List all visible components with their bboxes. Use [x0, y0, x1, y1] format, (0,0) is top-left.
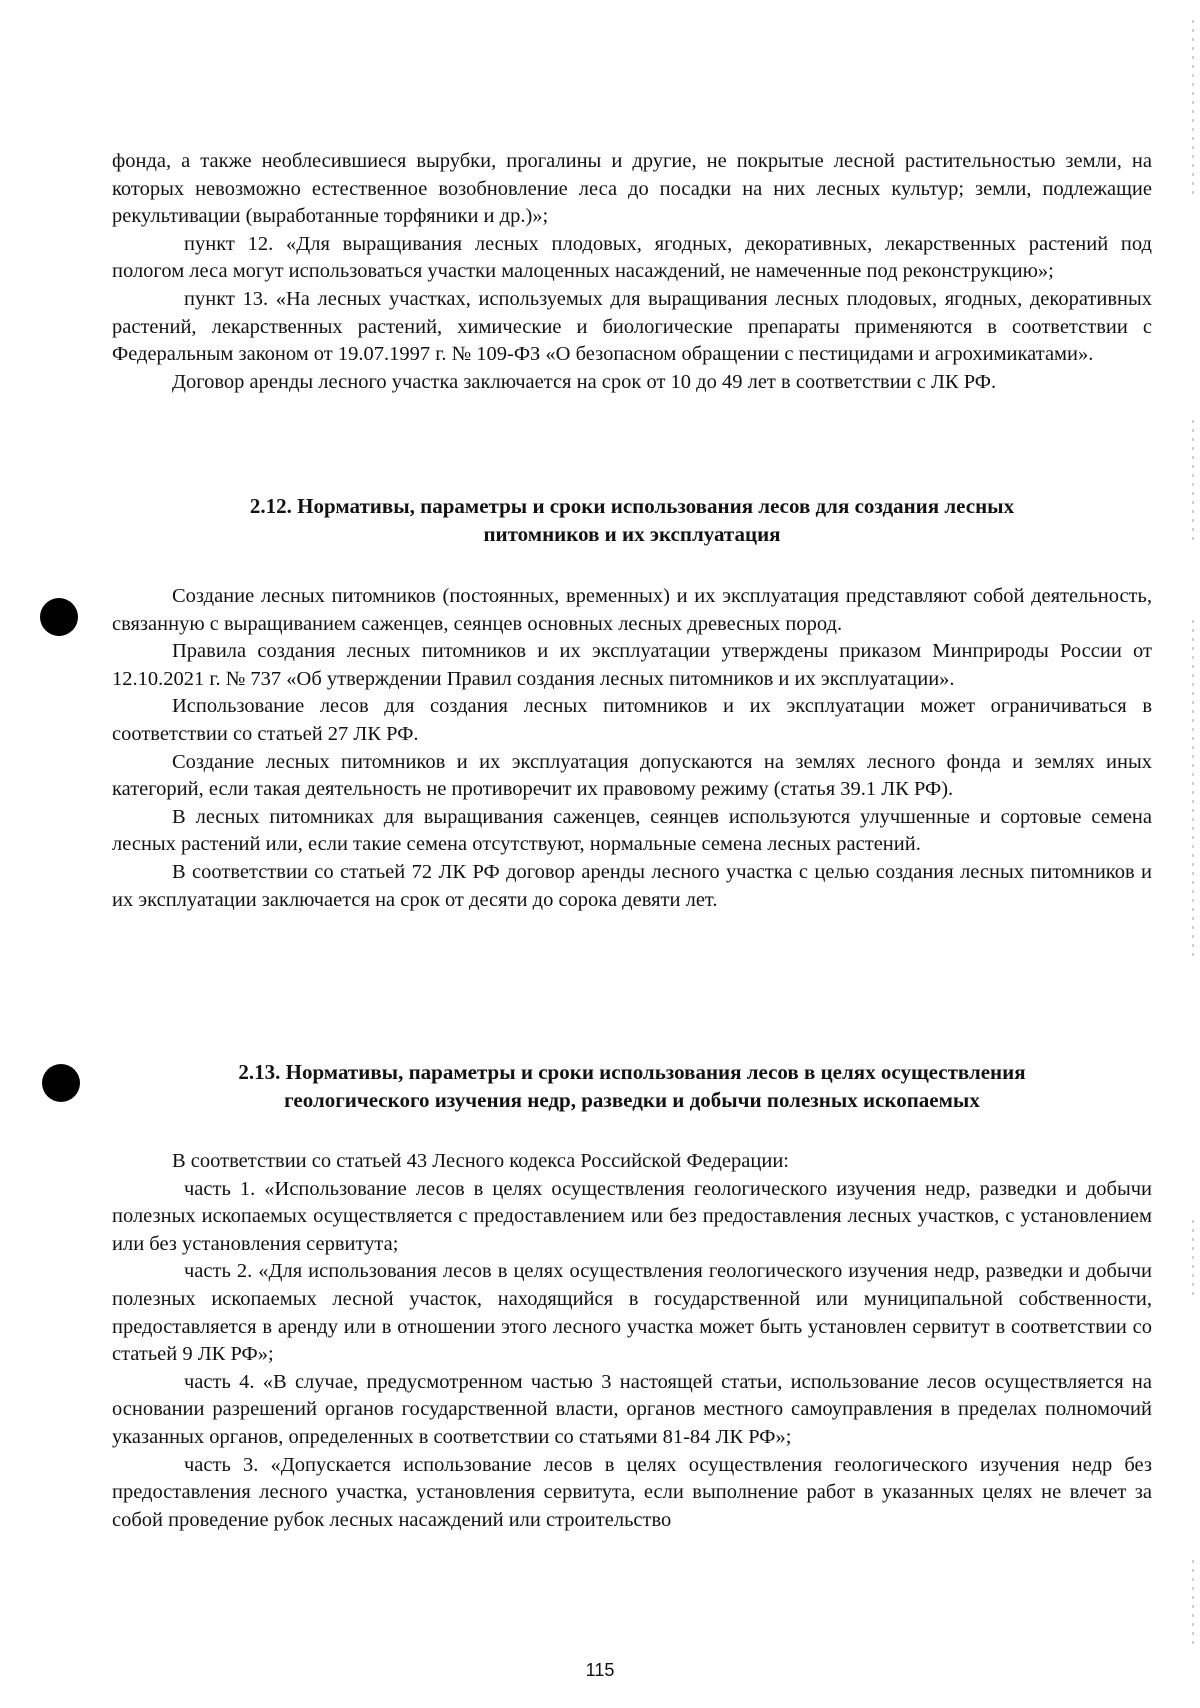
- bullet-dot: [40, 598, 78, 636]
- paragraph: В соответствии со статьей 72 ЛК РФ договор аренды лесного участка с целью создания лесных питомников и их эксплуатации заключается на срок от десяти до сорока девяти лет.: [112, 860, 1152, 911]
- scan-edge-mark: [1192, 20, 1194, 200]
- page-number: 115: [585, 1660, 615, 1680]
- scan-edge-mark: [1192, 420, 1194, 540]
- scan-edge-mark: [1192, 1560, 1194, 1650]
- paragraph: часть 1. «Использование лесов в целях осуществления геологического изучения недр, разведки и добычи полезных ископаемых осуществляется с предоставлением или без предоставления лесных участков, с установлением или без установления сервитута;: [112, 1177, 1152, 1255]
- heading-line: геологического изучения недр, разведки и добычи полезных ископаемых: [284, 1088, 980, 1112]
- paragraph: часть 3. «Допускается использование лесов в целях осуществления геологического изучения недр без предоставления лесного участка, установления сервитута, если выполнение работ в указанных целях не влечет за собой проведение рубок лесных насаждений или строительство: [112, 1453, 1152, 1531]
- heading-line: 2.12. Нормативы, параметры и сроки использования лесов для создания лесных: [249, 494, 1015, 518]
- section-heading: [112, 1058, 1152, 1114]
- section-body: [112, 583, 1152, 914]
- intro-section: [112, 148, 1152, 396]
- heading-line: 2.13. Нормативы, параметры и сроки использования лесов в целях осуществления: [238, 1060, 1026, 1084]
- paragraph: пункт 13. «На лесных участках, используемых для выращивания лесных плодовых, ягодных, декоративных растений, лекарственных растений, химические и биологические препараты применяются в соответствии с Федеральным законом от 19.07.1997 г. № 109-ФЗ «О безопасном обращении с пестицидами и агрохимикатами».: [112, 287, 1152, 366]
- paragraph: Правила создания лесных питомников и их эксплуатации утверждены приказом Минприроды России от 12.10.2021 г. № 737 «Об утверждении Правил создания лесных питомников и их эксплуатации».: [112, 640, 1152, 690]
- paragraph: Создание лесных питомников (постоянных, временных) и их эксплуатация представляют собой деятельность, связанную с выращиванием саженцев, сеянцев основных лесных древесных пород.: [112, 585, 1152, 635]
- paragraph: фонда, а также необлесившиеся вырубки, прогалины и другие, не покрытые лесной растительностью земли, на которых невозможно естественное возобновление леса до посадки на них лесных культур; земли, подлежащие рекультивации (выработанные торфяники и др.)»;: [112, 150, 1152, 228]
- paragraph: В соответствии со статьей 43 Лесного кодекса Российской Федерации:: [172, 1150, 789, 1172]
- paragraph: пункт 12. «Для выращивания лесных плодовых, ягодных, декоративных, лекарственных растений под пологом леса могут использоваться участки малоценных насаждений, не намеченные под реконструкцию»;: [112, 232, 1152, 283]
- paragraph: часть 4. «В случае, предусмотренном частью 3 настоящей статьи, использование лесов осуществляется на основании разрешений органов государственной власти, органов местного самоуправления в пределах полномочий указанных органов, определенных в соответствии со статьями 81-84 ЛК РФ»;: [112, 1370, 1152, 1448]
- section-heading: [112, 492, 1152, 548]
- paragraph: Создание лесных питомников и их эксплуатация допускаются на землях лесного фонда и землях иных категорий, если такая деятельность не противоречит их правовому режиму (статья 39.1 ЛК РФ).: [112, 750, 1152, 801]
- paragraph: часть 2. «Для использования лесов в целях осуществления геологического изучения недр, разведки и добычи полезных ископаемых лесной участок, находящийся в государственной или муниципальной собственности, предоставляется в аренду или в отношении этого лесного участка может быть установлен сервитут в соответствии со статьей 9 ЛК РФ»;: [112, 1260, 1152, 1366]
- heading-line: питомников и их эксплуатация: [483, 522, 781, 546]
- paragraph: Использование лесов для создания лесных питомников и их эксплуатации может ограничиваться в соответствии со статьей 27 ЛК РФ.: [112, 695, 1152, 745]
- section-body: [112, 1148, 1152, 1534]
- paragraph: В лесных питомниках для выращивания саженцев, сеянцев используются улучшенные и сортовые семена лесных растений или, если такие семена отсутствуют, нормальные семена лесных растений.: [112, 805, 1152, 856]
- bullet-dot: [42, 1064, 80, 1102]
- scan-edge-mark: [1192, 620, 1194, 960]
- scan-edge-mark: [1192, 1220, 1194, 1300]
- paragraph: Договор аренды лесного участка заключается на срок от 10 до 49 лет в соответствии с ЛК РФ.: [172, 370, 997, 393]
